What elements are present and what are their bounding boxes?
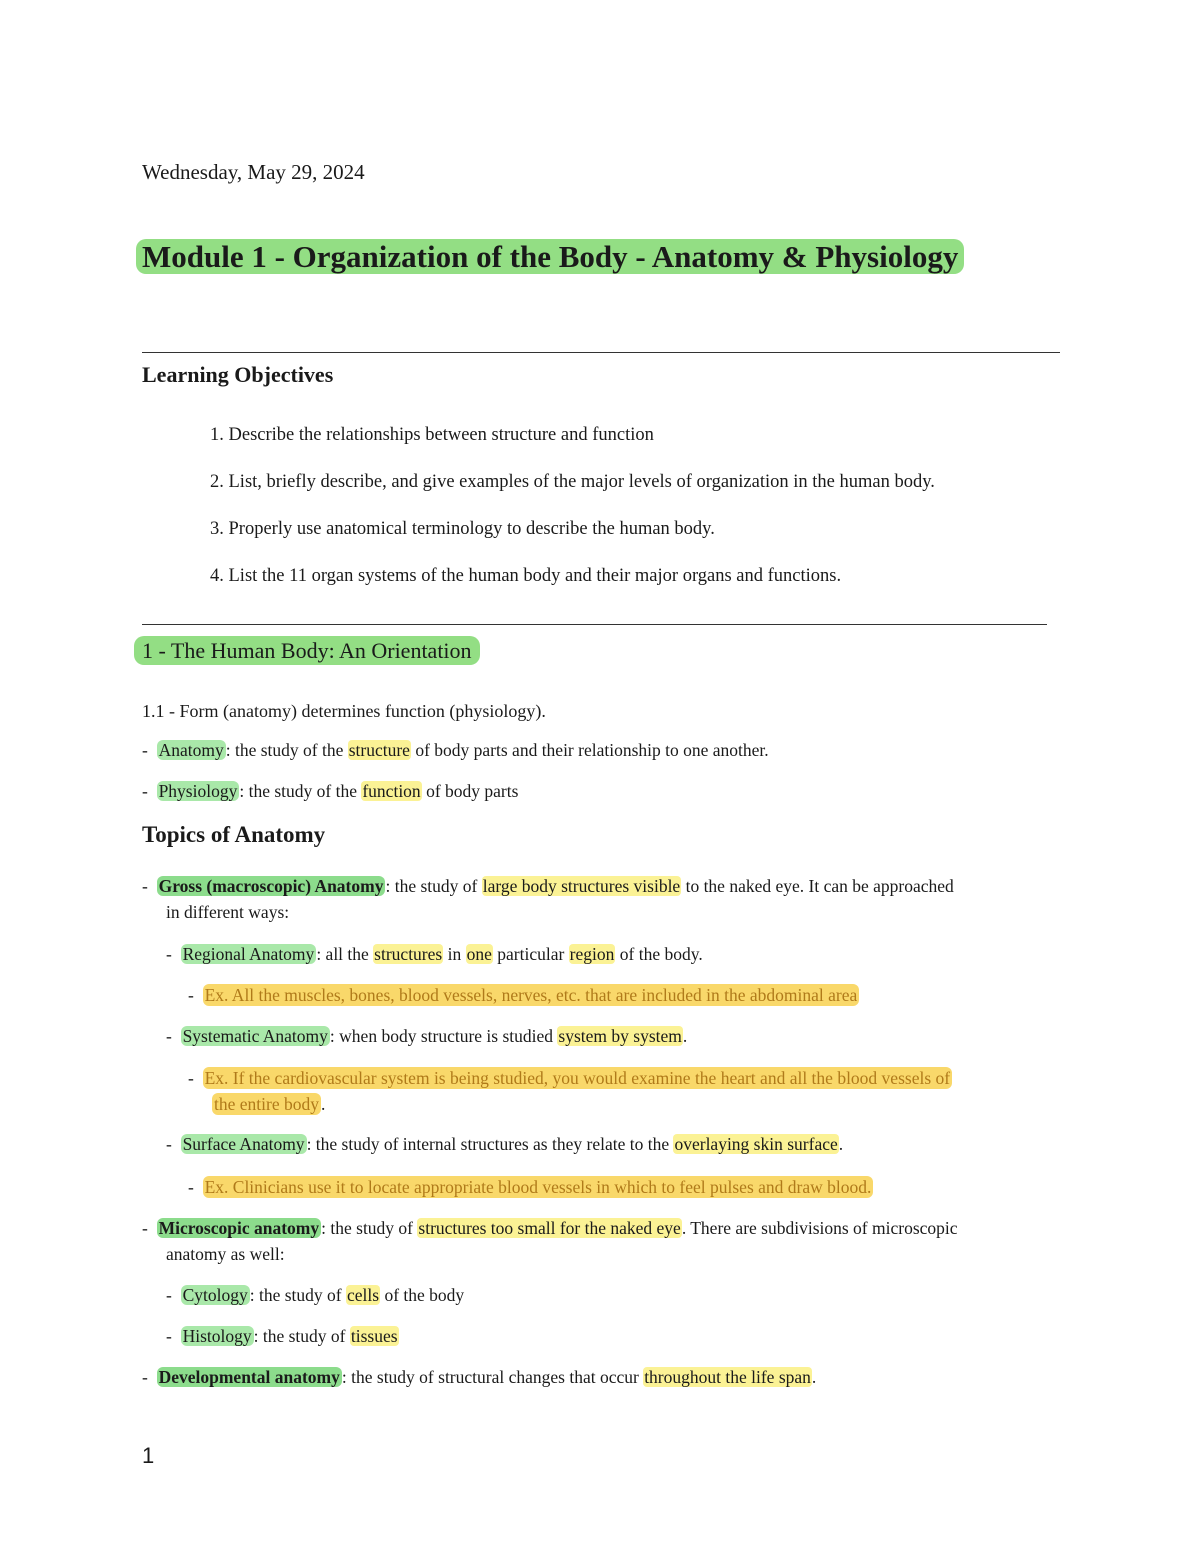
- objective-item: 1. Describe the relationships between structure and function: [210, 425, 654, 445]
- bullet-systematic-anatomy: - Systematic Anatomy : when body structure is studied system by system.: [166, 1026, 688, 1046]
- definition-physiology: - Physiology : the study of the function of body parts: [142, 781, 519, 801]
- divider: [142, 352, 1060, 353]
- term-highlight: Systematic Anatomy: [182, 1026, 328, 1046]
- topics-heading: Topics of Anatomy: [142, 822, 326, 847]
- example-surface: - Ex. Clinicians use it to locate appropriate blood vessels in which to feel pulses and draw blood.: [188, 1177, 872, 1197]
- term-highlight: Regional Anatomy: [182, 944, 315, 964]
- objective-item: 3. Properly use anatomical terminology to describe the human body.: [210, 519, 715, 539]
- example-highlight: the entire body: [214, 1094, 319, 1114]
- bullet-developmental-anatomy: - Developmental anatomy : the study of structural changes that occur throughout the life span.: [142, 1367, 817, 1387]
- bullet-regional-anatomy: - Regional Anatomy : all the structures in one particular region of the body.: [166, 944, 703, 964]
- term-highlight: Physiology: [158, 781, 238, 801]
- definition-anatomy: - Anatomy : the study of the structure of body parts and their relationship to one another.: [142, 740, 769, 760]
- term-highlight: Gross (macroscopic) Anatomy: [158, 876, 384, 896]
- page-number: 1: [142, 1443, 155, 1468]
- term-highlight: Histology: [182, 1326, 252, 1346]
- objectives-list: [210, 422, 1090, 610]
- example-highlight: Ex. If the cardiovascular system is being studied, you would examine the heart and all the blood vessels of: [204, 1068, 951, 1088]
- objective-item: 2. List, briefly describe, and give examples of the major levels of organization in the human body.: [210, 472, 935, 492]
- title-highlight: Module 1 - Organization of the Body - Anatomy & Physiology: [136, 239, 964, 274]
- objectives-heading: Learning Objectives: [142, 362, 334, 387]
- example-highlight: Ex. Clinicians use it to locate appropriate blood vessels in which to feel pulses and draw blood.: [204, 1177, 872, 1197]
- term-highlight: Microscopic anatomy: [158, 1218, 320, 1238]
- note-date: Wednesday, May 29, 2024: [142, 160, 365, 184]
- section-heading: 1 - The Human Body: An Orientation: [142, 638, 480, 664]
- page-title: [142, 236, 1042, 278]
- bullet-surface-anatomy: - Surface Anatomy : the study of internal structures as they relate to the overlaying skin surface.: [166, 1134, 844, 1154]
- objective-item: 4. List the 11 organ systems of the human body and their major organs and functions.: [210, 566, 842, 586]
- example-systematic: - Ex. If the cardiovascular system is being studied, you would examine the heart and all the blood vessels of: [188, 1068, 951, 1088]
- form-function-line: 1.1 - Form (anatomy) determines function (physiology).: [142, 701, 546, 721]
- bullet-histology: - Histology : the study of tissues: [166, 1326, 398, 1346]
- example-highlight: Ex. All the muscles, bones, blood vessels, nerves, etc. that are included in the abdominal area: [204, 985, 858, 1005]
- term-highlight: Cytology: [182, 1285, 248, 1305]
- example-systematic-cont: the entire body .: [214, 1094, 326, 1114]
- term-highlight: Surface Anatomy: [182, 1134, 305, 1154]
- bullet-gross-anatomy-cont: in different ways:: [166, 902, 290, 922]
- bullet-gross-anatomy: - Gross (macroscopic) Anatomy : the study of large body structures visible to the naked eye. It can be approached: [142, 876, 954, 896]
- bullet-cytology: - Cytology : the study of cells of the body: [166, 1285, 465, 1305]
- bullet-microscopic-cont: anatomy as well:: [166, 1244, 285, 1264]
- term-highlight: Developmental anatomy: [158, 1367, 340, 1387]
- bullet-microscopic-anatomy: - Microscopic anatomy : the study of structures too small for the naked eye. There are subdivisions of microscopic: [142, 1218, 958, 1238]
- term-highlight: Anatomy: [158, 740, 224, 760]
- divider: [142, 624, 1047, 625]
- example-regional: - Ex. All the muscles, bones, blood vessels, nerves, etc. that are included in the abdominal area: [188, 985, 858, 1005]
